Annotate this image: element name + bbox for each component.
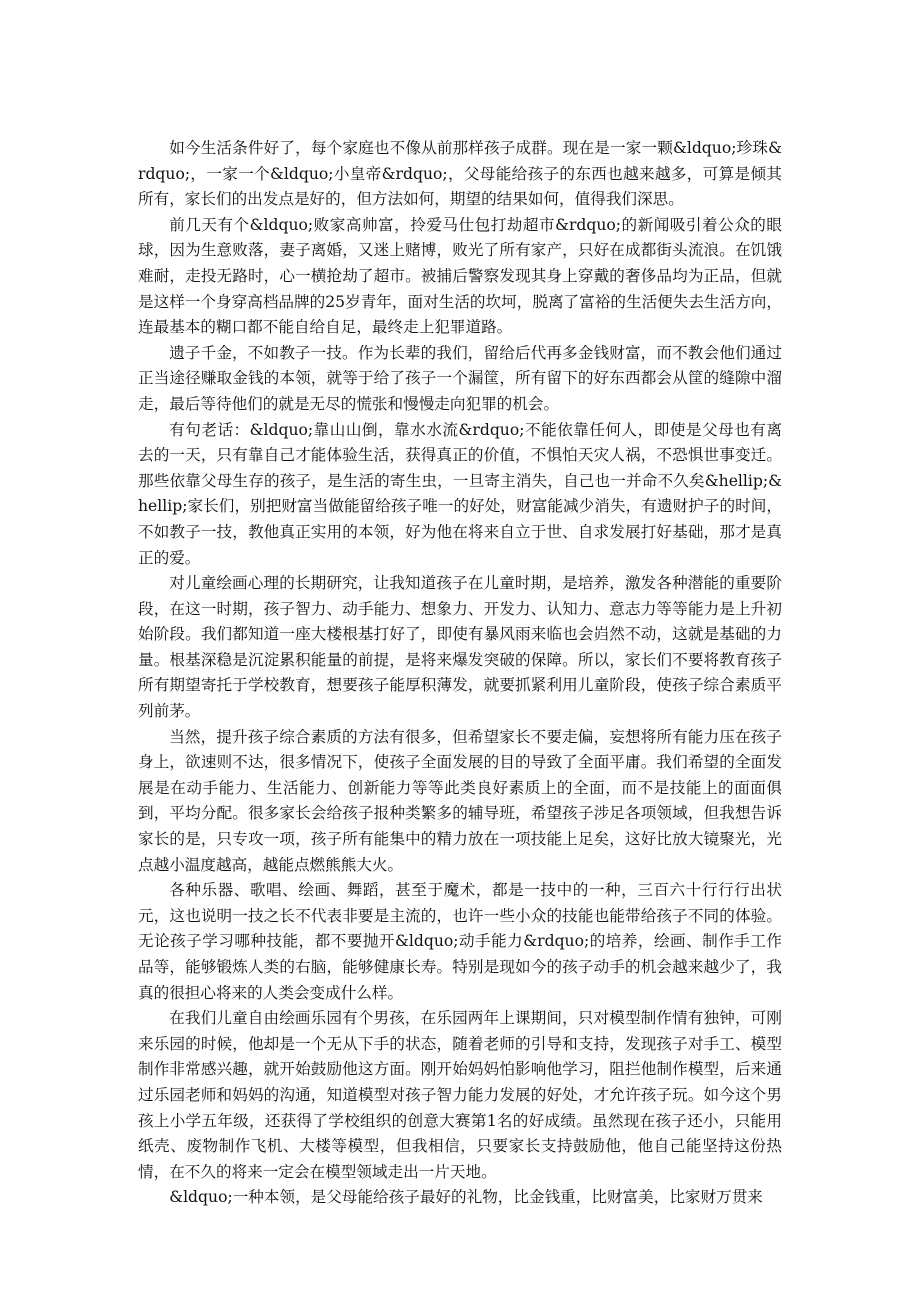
paragraph-9: &ldquo;一种本领，是父母能给孩子最好的礼物，比金钱重，比财富美，比家财万贯来 — [169, 1188, 763, 1207]
paragraph-6: 当然，提升孩子综合素质的方法有很多，但希望家长不要走偏，妄想将所有能力压在孩子身上，欲速则不达，很多情况下，使孩子全面发展的目的导致了全面平庸。我们希望的全面发展是在动手能力、生活能力、创新能力等等此类良好素质上的全面，而不是技能上的面面俱到，平均分配。很多家长会给孩子报种类繁多的辅导班，希望孩子涉足各项领域，但我想告诉家长的是，只专攻一项，孩子所有能集中的精力放在一项技能上足矣，这好比放大镜聚光，光点越小温度越高，越能点燃熊熊大火。 — [138, 727, 782, 874]
paragraph-5: 对儿童绘画心理的长期研究，让我知道孩子在儿童时期，是培养，激发各种潜能的重要阶段，在这一时期，孩子智力、动手能力、想象力、开发力、认知力、意志力等等能力是上升初始阶段。我们都知道一座大楼根基打好了，即使有暴风雨来临也会岿然不动，这就是基础的力量。根基深稳是沉淀累积能量的前提，是将来爆发突破的保障。所以，家长们不要将教育孩子所有期望寄托于学校教育，想要孩子能厚积薄发，就要抓紧利用儿童阶段，使孩子综合素质平列前茅。 — [138, 574, 782, 721]
paragraph-1: 如今生活条件好了，每个家庭也不像从前那样孩子成群。现在是一家一颗&ldquo;珍珠&rdquo;，一家一个&ldquo;小皇帝&rdquo;，父母能给孩子的东西也越来越多，可算是倾其所有，家长们的出发点是好的，但方法如何，期望的结果如何，值得我们深思。 — [138, 139, 782, 209]
paragraph-3: 遗子千金，不如教子一技。作为长辈的我们，留给后代再多金钱财富，而不教会他们通过正当途径赚取金钱的本领，就等于给了孩子一个漏筐，所有留下的好东西都会从筐的缝隙中溜走，最后等待他们的就是无尽的慌张和慢慢走向犯罪的机会。 — [138, 343, 782, 413]
document-body — [138, 136, 782, 1211]
paragraph-4: 有句老话：&ldquo;靠山山倒，靠水水流&rdquo;不能依靠任何人，即使是父母也有离去的一天，只有靠自己才能体验生活，获得真正的价值，不惧怕天灾人祸，不恐惧世事变迁。那些依靠父母生存的孩子，是生活的寄生虫，一旦寄主消失，自己也一并命不久矣&hellip;&hellip;家长们，别把财富当做能留给孩子唯一的好处，财富能减少消失，有遗财护子的时间，不如教子一技，教他真正实用的本领，好为他在将来自立于世、自求发展打好基础，那才是真正的爱。 — [138, 420, 782, 567]
paragraph-8: 在我们儿童自由绘画乐园有个男孩，在乐园两年上课期间，只对模型制作情有独钟，可刚来乐园的时候，他却是一个无从下手的状态，随着老师的引导和支持，发现孩子对手工、模型制作非常感兴趣，就开始鼓励他这方面。刚开始妈妈怕影响他学习，阻拦他制作模型，后来通过乐园老师和妈妈的沟通，知道模型对孩子智力能力发展的好处，才允许孩子玩。如今这个男孩上小学五年级，还获得了学校组织的创意大赛第1名的好成绩。虽然现在孩子还小，只能用纸壳、废物制作飞机、大楼等模型，但我相信，只要家长支持鼓励他，他自己能坚持这份热情，在不久的将来一定会在模型领域走出一片天地。 — [138, 1009, 782, 1181]
paragraph-7: 各种乐器、歌唱、绘画、舞蹈，甚至于魔术，都是一技中的一种，三百六十行行行出状元，这也说明一技之长不代表非要是主流的，也许一些小众的技能也能带给孩子不同的体验。无论孩子学习哪种技能，都不要抛开&ldquo;动手能力&rdquo;的培养，绘画、制作手工作品等，能够锻炼人类的右脑，能够健康长寿。特别是现如今的孩子动手的机会越来越少了，我真的很担心将来的人类会变成什么样。 — [138, 881, 782, 1002]
paragraph-2: 前几天有个&ldquo;败家高帅富，拎爱马仕包打劫超市&rdquo;的新闻吸引着公众的眼球，因为生意败落，妻子离婚，又迷上赌博，败光了所有家产，只好在成都街头流浪。在饥饿难耐，走投无路时，心一横抢劫了超市。被捕后警察发现其身上穿戴的奢侈品均为正品，但就是这样一个身穿高档品牌的25岁青年，面对生活的坎坷，脱离了富裕的生活便失去生活方向，连最基本的糊口都不能自给自足，最终走上犯罪道路。 — [138, 215, 782, 337]
